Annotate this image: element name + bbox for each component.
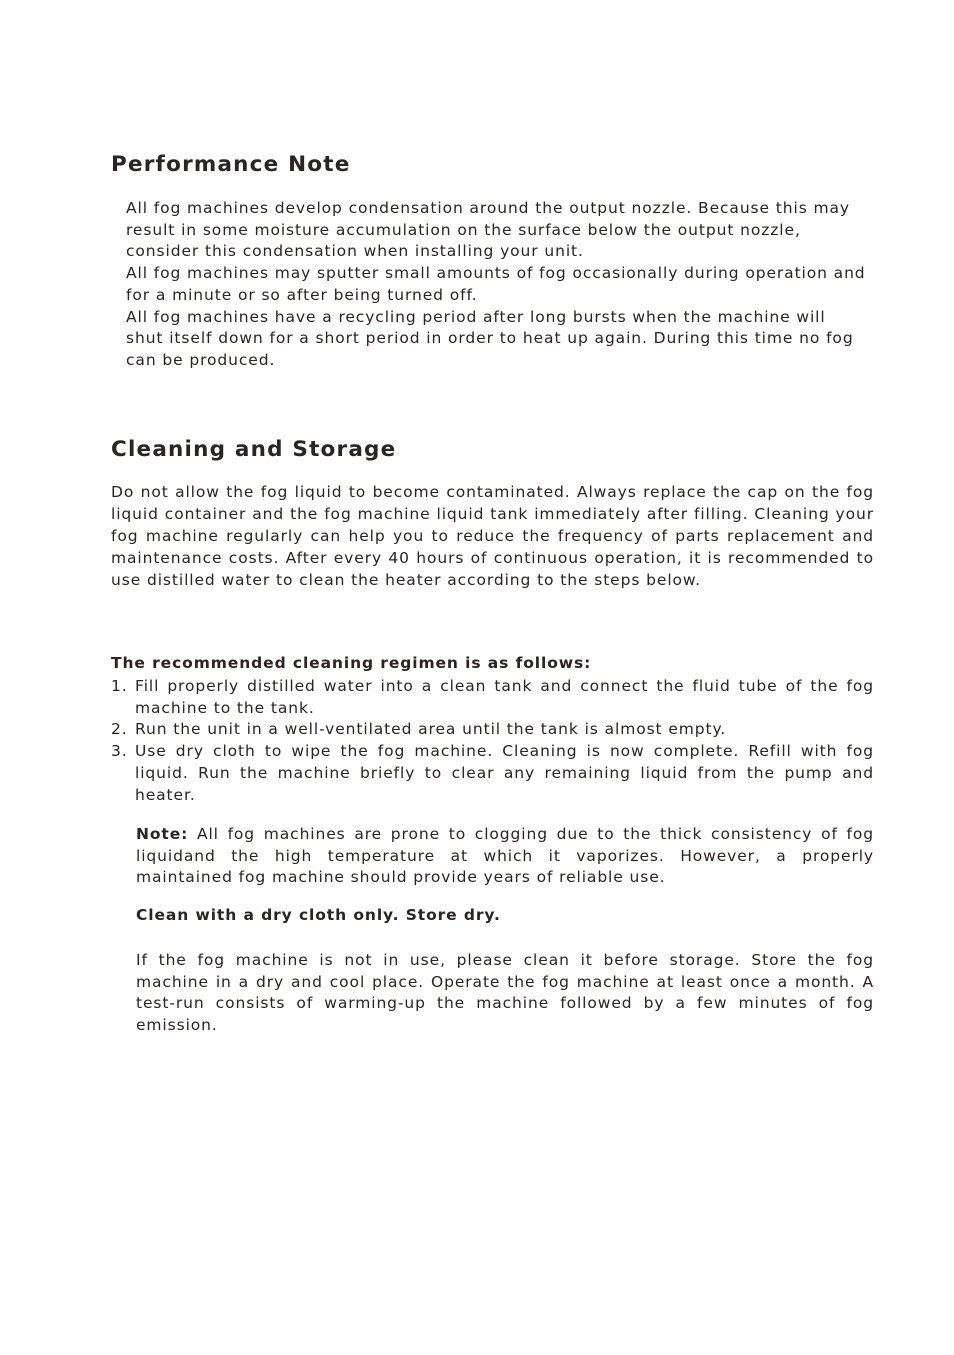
list-item	[111, 741, 874, 806]
storage-paragraph: If the fog machine is not in use, please clean it before storage. Store the fog machine in a dry and cool place. Operate the fog machine at least once a month. A test-run consists of warming-up the machine followed by a few minutes of fog emission.	[136, 951, 874, 1035]
note-paragraph	[136, 824, 874, 889]
list-item	[111, 676, 874, 719]
dry-notice: Clean with a dry cloth only. Store dry.	[136, 906, 501, 924]
note-text: All fog machines are prone to clogging due to the thick consistency of fog liquidand the high temperature at which it vaporizes. However, a properly maintained fog machine should provide years of reliable use.	[136, 825, 874, 887]
step-text: Run the unit in a well-ventilated area until the tank is almost empty.	[135, 720, 727, 739]
step-number: 3.	[111, 742, 128, 761]
step-number: 1.	[111, 677, 128, 695]
step-text: Fill properly distilled water into a clean tank and connect the fluid tube of the fog machine to the tank.	[135, 677, 874, 717]
note-label: Note:	[136, 825, 189, 843]
performance-note-heading: Performance Note	[111, 152, 351, 177]
performance-paragraph: All fog machines may sputter small amounts of fog occasionally during operation and for a minute or so after being turned off.	[126, 264, 866, 304]
performance-paragraph: All fog machines have a recycling period after long bursts when the machine will shut itself down for a short period in order to heat up again. During this time no fog can be produced.	[126, 307, 854, 369]
step-number: 2.	[111, 720, 128, 739]
cleaning-intro-paragraph: Do not allow the fog liquid to become contaminated. Always replace the cap on the fog liquid container and the fog machine liquid tank immediately after filling. Cleaning your fog machine regularly can help you to reduce the frequency of parts replacement and maintenance costs. After every 40 hours of continuous operation, it is recommended to use distilled water to clean the heater according to the steps below.	[111, 483, 874, 589]
cleaning-storage-heading: Cleaning and Storage	[111, 437, 397, 462]
step-text: Use dry cloth to wipe the fog machine. Cleaning is now complete. Refill with fog liquid. Run the machine briefly to clear any remaining liquid from the pump and heater.	[135, 742, 874, 804]
list-item	[111, 719, 874, 741]
cleaning-steps-list	[111, 676, 874, 806]
performance-paragraph: All fog machines develop condensation around the output nozzle. Because this may result in some moisture accumulation on the surface below the output nozzle, consider this condensation when installing your unit.	[126, 199, 850, 261]
performance-note-body	[126, 198, 866, 372]
regimen-title: The recommended cleaning regimen is as follows:	[111, 654, 592, 672]
